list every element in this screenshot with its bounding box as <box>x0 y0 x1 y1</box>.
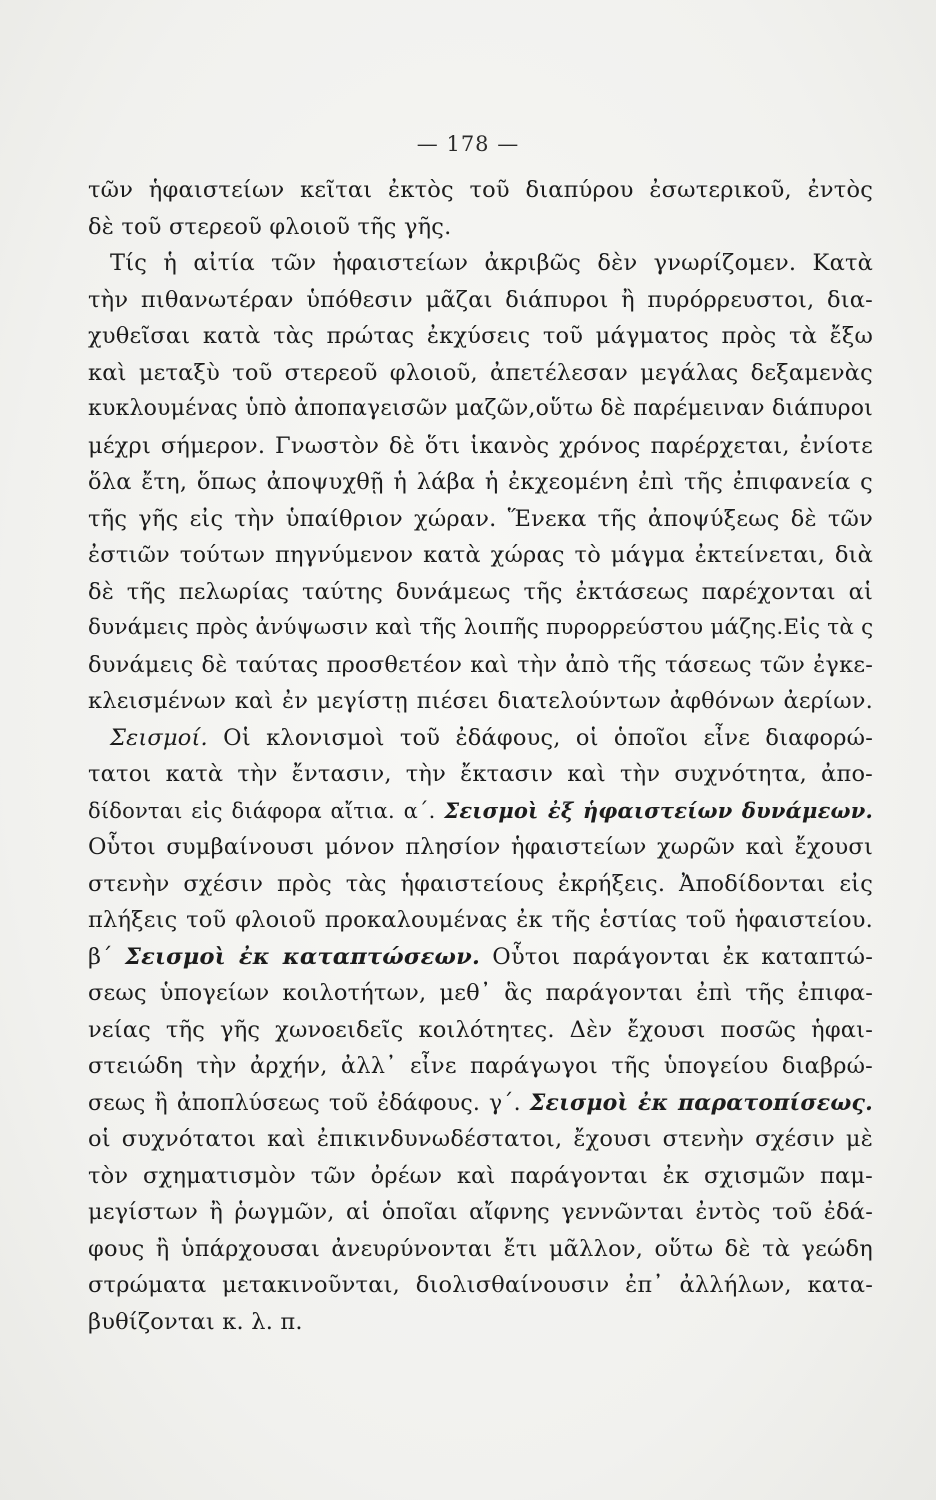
line-text: Τίς ἡ αἰτία τῶν ἡφαιστείων ἀκριβῶς δὲν γνωρίζομεν. Κατὰ <box>110 250 873 276</box>
text-line <box>88 245 873 282</box>
text-line <box>88 1012 873 1049</box>
line-text: Οὗτοι συμβαίνουσι μόνον πλησίον ἡφαιστείων χωρῶν καὶ ἔχουσι <box>88 834 873 860</box>
line-text: πλήξεις τοῦ φλοιοῦ προκαλουμένας ἐκ τῆς ἑστίας τοῦ ἡφαιστείου. <box>88 907 873 933</box>
text-line <box>88 1194 873 1231</box>
line-text: τὸν σχηματισμὸν τῶν ὀρέων καὶ παράγονται ἐκ σχισμῶν παμ- <box>88 1162 873 1189</box>
text-line <box>88 866 873 903</box>
line-text: στειώδη τὴν ἀρχήν, ἀλλ᾽ εἶνε παράγωγοι τῆς ὑπογείου διαβρώ- <box>88 1053 873 1079</box>
text-line <box>88 318 873 355</box>
line-text: δυνάμεις πρὸς ἀνύψωσιν καὶ τῆς λοιπῆς πυρορρεύστου μάζης.Εἰς τὰ ς <box>88 615 874 640</box>
text-line <box>88 172 873 209</box>
text-line <box>88 829 873 866</box>
line-text: Οὗτοι παράγονται ἐκ καταπτώ- <box>479 943 873 970</box>
line-text: οἱ συχνότατοι καὶ ἐπικινδυνωδέστατοι, ἔχουσι στενὴν σχέσιν μὲ <box>88 1126 873 1152</box>
section-heading: Σεισμοὶ ἐξ ἡφαιστείων δυνάμεων. <box>444 797 874 823</box>
section-heading: Σεισμοὶ ἐκ παρατοπίσεως. <box>529 1089 873 1116</box>
text-line <box>88 209 873 246</box>
text-line <box>88 1121 873 1158</box>
line-text: στενὴν σχέσιν πρὸς τὰς ἡφαιστείους ἐκρήξεις. Ἀποδίδονται εἰς <box>88 870 873 897</box>
text-line <box>88 793 873 830</box>
line-text: κλεισμένων καὶ ἐν μεγίστῃ πιέσει διατελούντων ἀφθόνων ἀερίων. <box>88 688 873 714</box>
text-line <box>88 1048 873 1085</box>
text-line <box>88 610 873 647</box>
body-text <box>88 172 873 1340</box>
line-text: δὲ τοῦ στερεοῦ φλοιοῦ τῆς γῆς. <box>88 213 452 240</box>
section-heading: Σεισμοί. <box>110 724 208 751</box>
line-text: Οἱ κλονισμοὶ τοῦ ἐδάφους, οἱ ὁποῖοι εἶνε διαφορώ- <box>207 724 873 751</box>
text-line <box>88 1231 873 1268</box>
line-text: φους ἢ ὑπάρχουσαι ἀνευρύνονται ἔτι μᾶλλον, οὕτω δὲ τὰ γεώδη <box>88 1235 873 1262</box>
line-text: κυκλουμένας ὑπὸ ἀποπαγεισῶν μαζῶν,οὕτω δὲ παρέμειναν διάπυροι <box>88 396 873 421</box>
line-text: ἐστιῶν τούτων πηγνύμενον κατὰ χώρας τὸ μάγμα ἐκτείνεται, διὰ <box>88 542 873 568</box>
text-line <box>88 355 873 392</box>
text-line <box>88 428 873 465</box>
line-text: δυνάμεις δὲ ταύτας προσθετέον καὶ τὴν ἀπὸ τῆς τάσεως τῶν ἐγκε- <box>88 651 873 678</box>
text-line <box>88 282 873 319</box>
line-text: μεγίστων ἢ ῥωγμῶν, αἱ ὁποῖαι αἴφνης γεννῶνται ἐντὸς τοῦ ἐδά- <box>88 1199 873 1225</box>
text-line <box>88 756 873 793</box>
line-text: τατοι κατὰ τὴν ἔντασιν, τὴν ἔκτασιν καὶ τὴν συχνότητα, ἀπο- <box>88 761 873 787</box>
line-text: ὅλα ἔτη, ὅπως ἀποψυχθῇ ἡ λάβα ἡ ἐκχεομένη ἐπὶ τῆς ἐπιφανεία ς <box>88 469 873 495</box>
text-line <box>88 537 873 574</box>
section-heading: Σεισμοὶ ἐκ καταπτώσεων. <box>125 943 480 970</box>
line-text: δὲ τῆς πελωρίας ταύτης δυνάμεως τῆς ἐκτάσεως παρέχονται αἱ <box>88 578 873 605</box>
line-text: χυθεῖσαι κατὰ τὰς πρώτας ἐκχύσεις τοῦ μάγματος πρὸς τὰ ἔξω <box>88 323 873 349</box>
text-line <box>88 1158 873 1195</box>
text-line <box>88 501 873 538</box>
line-text: μέχρι σήμερον. Γνωστὸν δὲ ὅτι ἱκανὸς χρόνος παρέρχεται, ἐνίοτε <box>88 432 873 459</box>
line-text: βυθίζονται κ. λ. π. <box>88 1308 303 1335</box>
text-line <box>88 720 873 757</box>
line-prefix: δίδονται εἰς διάφορα αἴτια. α΄. <box>88 798 445 823</box>
text-line <box>88 647 873 684</box>
line-text: τῶν ἡφαιστείων κεῖται ἐκτὸς τοῦ διαπύρου ἐσωτερικοῦ, ἐντὸς <box>88 177 873 203</box>
text-line <box>88 683 873 720</box>
line-text: σεως ὑπογείων κοιλοτήτων, μεθ᾽ ἃς παράγονται ἐπὶ τῆς ἐπιφα- <box>88 980 873 1006</box>
text-line <box>88 1085 873 1122</box>
text-line <box>88 975 873 1012</box>
text-line <box>88 574 873 611</box>
text-line <box>88 391 873 428</box>
text-line <box>88 464 873 501</box>
page-number: — 178 — <box>416 132 520 156</box>
line-text: στρώματα μετακινοῦνται, διολισθαίνουσιν ἐπ᾽ ἀλλήλων, κατα- <box>88 1272 873 1298</box>
text-line <box>88 1304 873 1341</box>
line-text: νείας τῆς γῆς χωνοειδεῖς κοιλότητες. Δὲν ἔχουσι ποσῶς ἡφαι- <box>88 1016 873 1043</box>
text-line <box>88 902 873 939</box>
text-line <box>88 1267 873 1304</box>
line-text: τῆς γῆς εἰς τὴν ὑπαίθριον χώραν. Ἕνεκα τῆς ἀποψύξεως δὲ τῶν <box>88 505 873 532</box>
text-line <box>88 939 873 976</box>
line-prefix: σεως ἢ ἀποπλύσεως τοῦ ἐδάφους. γ΄. <box>88 1090 530 1116</box>
line-text: τὴν πιθανωτέραν ὑπόθεσιν μᾶζαι διάπυροι ἢ πυρόρρευστοι, δια- <box>88 286 873 313</box>
line-prefix: β΄ <box>88 943 125 970</box>
line-text: καὶ μεταξὺ τοῦ στερεοῦ φλοιοῦ, ἀπετέλεσαν μεγάλας δεξαμενὰς <box>88 359 873 386</box>
